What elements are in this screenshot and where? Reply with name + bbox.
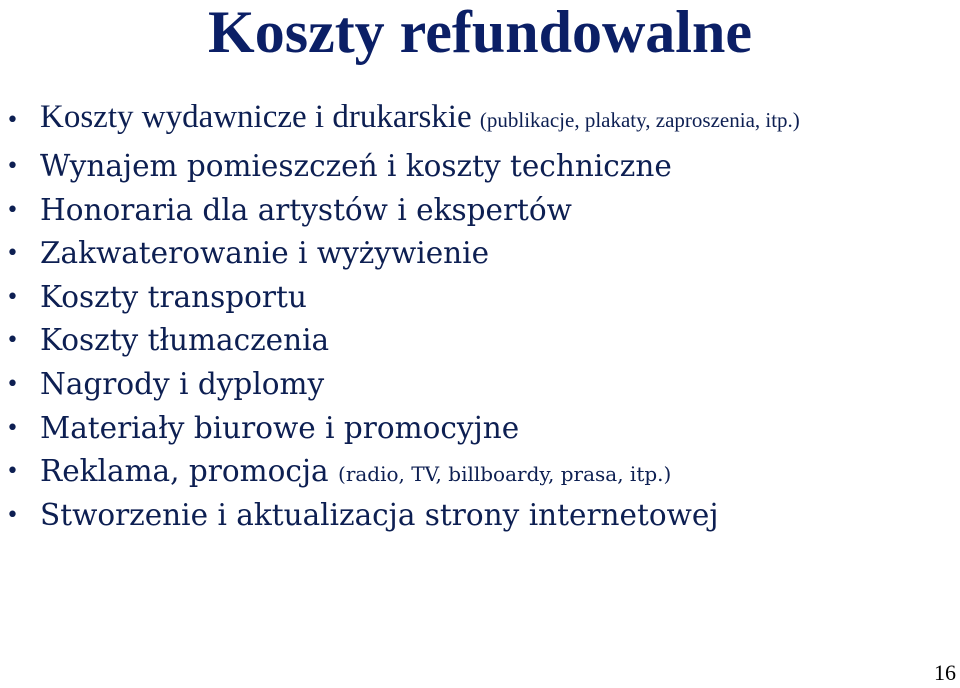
bullet-item-website (0, 494, 960, 538)
bullet-item-label: Stworzenie i aktualizacja strony internetowej (40, 497, 719, 532)
bullet-item-awards (0, 363, 960, 407)
bullet-item-label: Koszty tłumaczenia (40, 323, 330, 358)
bullet-item-label: Koszty transportu (40, 279, 307, 314)
bullet-item-venue (0, 145, 960, 189)
bullet-item-advertising (0, 450, 960, 494)
bullet-item-transport (0, 276, 960, 320)
slide-title: Koszty refundowalne (208, 0, 752, 65)
bullet-item-label: Honoraria dla artystów i ekspertów (40, 192, 572, 227)
bullet-item-label: Materiały biurowe i promocyjne (40, 410, 520, 445)
bullet-list (0, 100, 960, 537)
bullet-item-publishing (0, 100, 960, 137)
bullet-item-accommodation (0, 232, 960, 276)
bullet-item-translation (0, 319, 960, 363)
page-number: 16 (934, 660, 956, 685)
bullet-item-label: Wynajem pomieszczeń i koszty techniczne (40, 149, 672, 183)
bullet-item-note: (radio, TV, billboardy, prasa, itp.) (338, 462, 672, 487)
bullet-item-label: Reklama, promocja (40, 454, 329, 489)
bullet-item-label: Koszty wydawnicze i drukarskie (40, 99, 472, 135)
bullet-item-materials (0, 407, 960, 451)
bullet-item-fees (0, 189, 960, 233)
bullet-item-note: (publikacje, plakaty, zaproszenia, itp.) (479, 108, 800, 132)
bullet-item-label: Zakwaterowanie i wyżywienie (40, 236, 490, 271)
bullet-item-label: Nagrody i dyplomy (40, 366, 325, 401)
